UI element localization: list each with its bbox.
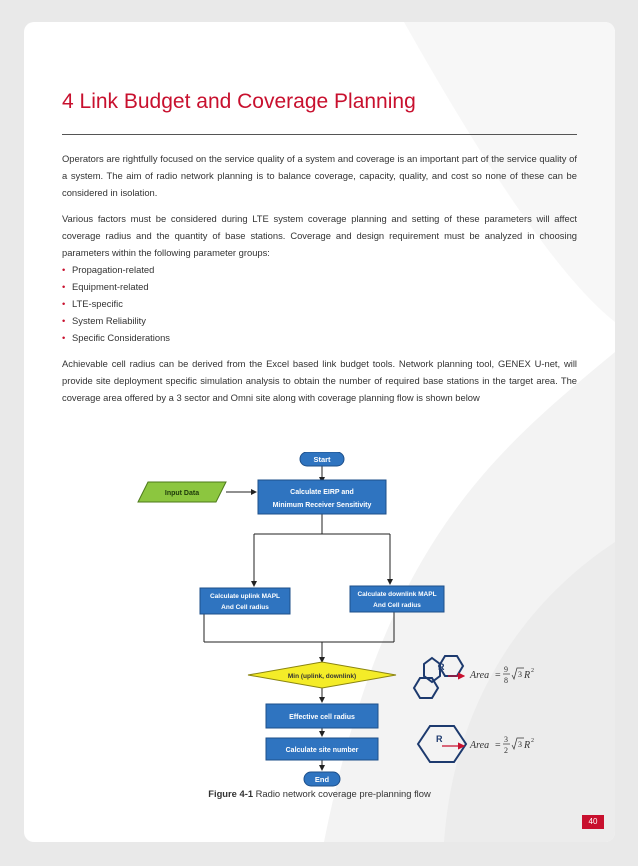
coverage-planning-flowchart [114,452,534,800]
end-label: End [314,775,330,784]
svg-text:=: = [495,670,501,681]
paragraph: Achievable cell radius can be derived from the Excel based link budget tools. Network planning tool, GENEX U-net, will provide site deployment specific simulation analysis to obtain the number of required base stations in the target area. The coverage area offered by a 3 sector and Omni site along with coverage planning flow is shown below [62,358,577,403]
list-item: • LTE-specific [62,295,577,312]
figure-label: Figure 4-1 [208,788,254,799]
formula-exponent: 2 [531,738,534,744]
formula-lhs: Area [470,670,490,681]
effective-label: Effective cell radius [289,714,355,721]
radius-label: R [438,662,445,672]
uplink-label-line1: Calculate uplink MAPL [209,593,281,600]
formula-numerator: 9 [504,665,508,674]
formula-radicand: 3 [518,670,522,679]
input-data-label: Input Data [164,490,200,497]
area-formula-three-sector [469,665,534,685]
parameter-groups-list [62,261,577,346]
formula-lhs: Area [470,740,490,751]
formula-variable: R [524,670,531,681]
eirp-label-line1: Calculate EIRP and [290,489,354,496]
area-formula-omni [469,735,534,755]
formula-numerator: 3 [504,735,508,744]
title-divider [62,134,577,135]
min-label: Min (uplink, downlink) [287,673,357,680]
formula-radicand: 3 [518,740,522,749]
body-text [62,150,577,415]
downlink-label-line1: Calculate downlink MAPL [357,591,437,598]
svg-text:=: = [495,740,501,751]
radius-label: R [436,734,443,744]
formula-variable: R [524,740,531,751]
uplink-label-line2: And Cell radius [221,604,269,611]
start-label: Start [313,455,331,464]
site-number-label: Calculate site number [285,747,359,754]
paragraph: Various factors must be considered during LTE system coverage planning and setting of these parameters will affect coverage radius and the quantity of base stations. Coverage and design requirement must be analyzed in choosing parameters within the following parameter groups: [62,213,577,258]
eirp-label-line2: Minimum Receiver Sensitivity [272,502,372,509]
list-item: • Specific Considerations [62,329,577,346]
page-title: 4 Link Budget and Coverage Planning [62,90,416,113]
downlink-label-line2: And Cell radius [373,602,421,609]
list-item: • Equipment-related [62,278,577,295]
formula-denominator: 2 [504,746,508,755]
formula-exponent: 2 [531,668,534,674]
paragraph: Operators are rightfully focused on the service quality of a system and coverage is an important part of the service quality of a system. The aim of radio network planning is to balance coverage, capacity, quality, and cost so none of these can be considered in isolation. [62,153,577,198]
figure-caption-text: Radio network coverage pre-planning flow [253,788,431,799]
formula-denominator: 8 [504,676,508,685]
figure-caption [24,788,615,799]
list-item: • System Reliability [62,312,577,329]
omni-site-hexagon [418,726,466,762]
page-number: 40 [582,815,604,829]
document-page [24,22,615,842]
list-item: • Propagation-related [62,261,577,278]
